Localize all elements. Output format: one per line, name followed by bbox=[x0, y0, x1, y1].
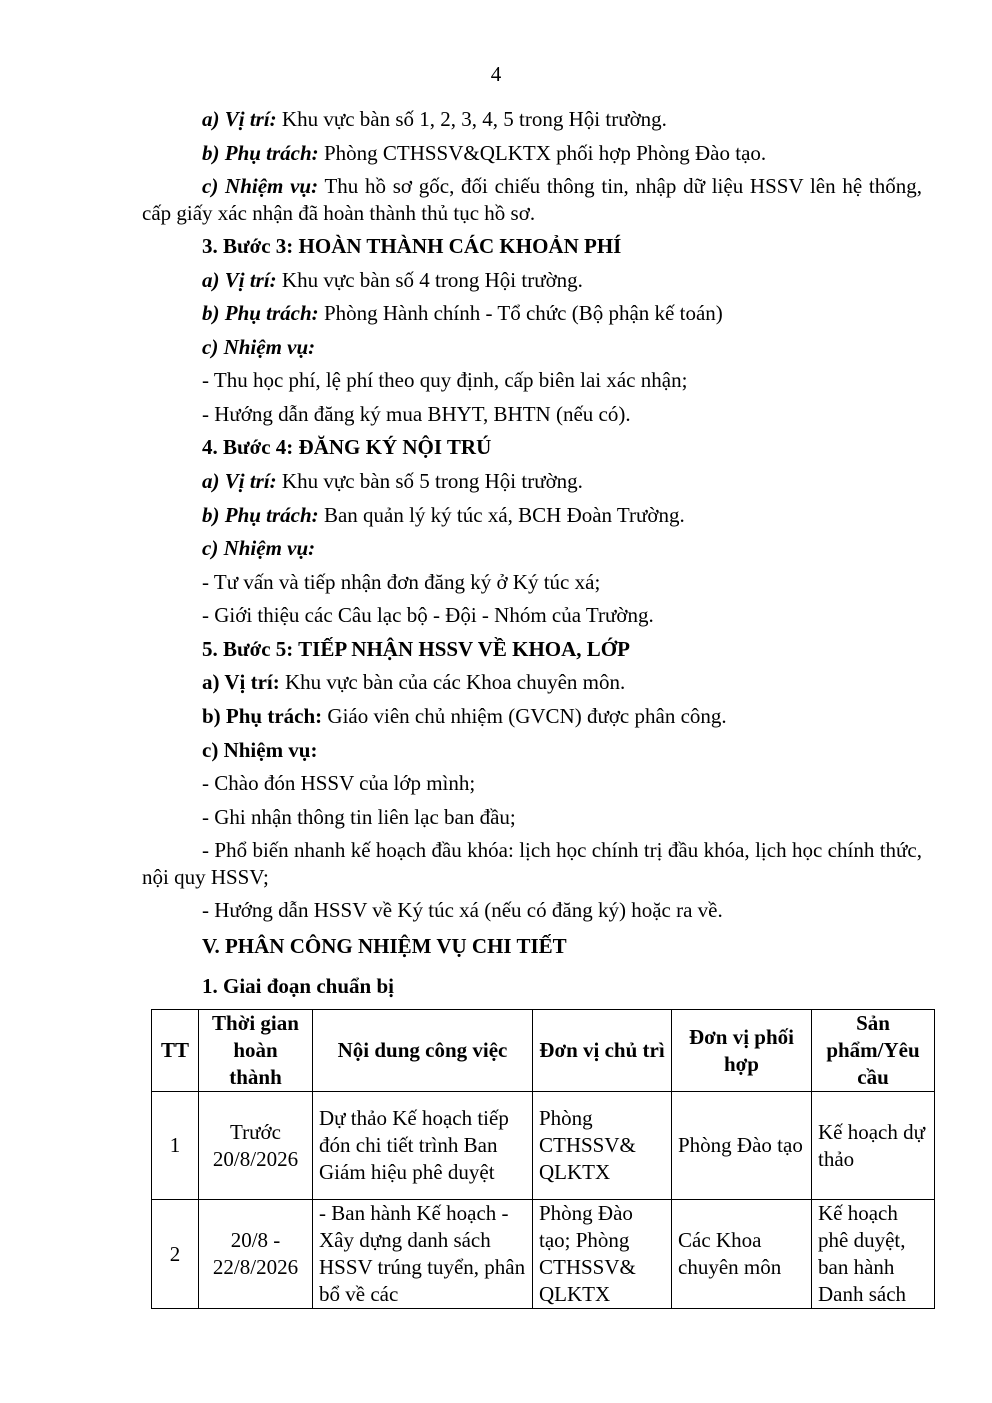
step5-responsible bbox=[142, 703, 922, 730]
cell-coop-unit: Các Khoa chuyên môn bbox=[672, 1200, 812, 1309]
step3-responsible-text: Phòng Hành chính - Tổ chức (Bộ phận kế toán) bbox=[318, 301, 723, 325]
step5-task-item: - Chào đón HSSV của lớp mình; bbox=[202, 771, 476, 795]
step2-task bbox=[142, 173, 922, 227]
header-time: Thời gian hoàn thành bbox=[199, 1010, 313, 1092]
step3-task-item: - Hướng dẫn đăng ký mua BHYT, BHTN (nếu có). bbox=[202, 402, 631, 426]
step3-heading: 3. Bước 3: HOÀN THÀNH CÁC KHOẢN PHÍ bbox=[202, 234, 622, 258]
cell-content: Dự thảo Kế hoạch tiếp đón chi tiết trình Ban Giám hiệu phê duyệt bbox=[313, 1092, 533, 1200]
cell-time: Trước 20/8/2026 bbox=[199, 1092, 313, 1200]
cell-time: 20/8 - 22/8/2026 bbox=[199, 1200, 313, 1309]
header-content: Nội dung công việc bbox=[313, 1010, 533, 1092]
step3-location-text: Khu vực bàn số 4 trong Hội trường. bbox=[276, 268, 583, 292]
step3-task-item: - Thu học phí, lệ phí theo quy định, cấp biên lai xác nhận; bbox=[202, 368, 688, 392]
header-tt: TT bbox=[152, 1010, 199, 1092]
step2-responsible bbox=[142, 140, 922, 167]
step3-location-label: a) Vị trí: bbox=[202, 268, 277, 292]
step4-task-item: - Tư vấn và tiếp nhận đơn đăng ký ở Ký túc xá; bbox=[202, 570, 601, 594]
task-assignment-table bbox=[151, 1009, 935, 1309]
section-heading: V. PHÂN CÔNG NHIỆM VỤ CHI TIẾT bbox=[202, 934, 567, 958]
cell-product: Kế hoạch dự thảo bbox=[812, 1092, 935, 1200]
header-product: Sản phẩm/Yêu cầu bbox=[812, 1010, 935, 1092]
cell-tt: 2 bbox=[152, 1200, 199, 1309]
page-number: 4 bbox=[490, 62, 502, 86]
table-row bbox=[152, 1092, 935, 1200]
cell-tt: 1 bbox=[152, 1092, 199, 1200]
step2-location-label: a) Vị trí: bbox=[202, 107, 277, 131]
step3-task-label: c) Nhiệm vụ: bbox=[202, 335, 316, 359]
step5-location bbox=[142, 669, 922, 696]
step3-responsible bbox=[142, 300, 922, 327]
step5-task-label: c) Nhiệm vụ: bbox=[202, 738, 318, 762]
step2-task-label: c) Nhiệm vụ: bbox=[202, 174, 319, 198]
step4-location-text: Khu vực bàn số 5 trong Hội trường. bbox=[276, 469, 583, 493]
cell-coop-unit: Phòng Đào tạo bbox=[672, 1092, 812, 1200]
step4-location bbox=[142, 468, 922, 495]
table-row bbox=[152, 1200, 935, 1309]
header-lead-unit: Đơn vị chủ trì bbox=[533, 1010, 672, 1092]
cell-product: Kế hoạch phê duyệt, ban hành Danh sách bbox=[812, 1200, 935, 1309]
header-coop-unit: Đơn vị phối hợp bbox=[672, 1010, 812, 1092]
step3-responsible-label: b) Phụ trách: bbox=[202, 301, 319, 325]
step2-responsible-label: b) Phụ trách: bbox=[202, 141, 319, 165]
step4-location-label: a) Vị trí: bbox=[202, 469, 277, 493]
cell-lead-unit: Phòng CTHSSV& QLKTX bbox=[533, 1092, 672, 1200]
step4-task-label: c) Nhiệm vụ: bbox=[202, 536, 316, 560]
step4-responsible-text: Ban quản lý ký túc xá, BCH Đoàn Trường. bbox=[318, 503, 685, 527]
step5-location-text: Khu vực bàn của các Khoa chuyên môn. bbox=[279, 670, 626, 694]
cell-lead-unit: Phòng Đào tạo; Phòng CTHSSV& QLKTX bbox=[533, 1200, 672, 1309]
step5-task-item: - Phổ biến nhanh kế hoạch đầu khóa: lịch học chính trị đầu khóa, lịch học chính thức, nội quy HSSV; bbox=[142, 838, 922, 889]
step3-location bbox=[142, 267, 922, 294]
step2-responsible-text: Phòng CTHSSV&QLKTX phối hợp Phòng Đào tạo. bbox=[318, 141, 767, 165]
step4-responsible bbox=[142, 502, 922, 529]
step5-responsible-text: Giáo viên chủ nhiệm (GVCN) được phân công. bbox=[322, 704, 727, 728]
step4-responsible-label: b) Phụ trách: bbox=[202, 503, 319, 527]
step4-heading: 4. Bước 4: ĐĂNG KÝ NỘI TRÚ bbox=[202, 435, 492, 459]
step2-location-text: Khu vực bàn số 1, 2, 3, 4, 5 trong Hội trường. bbox=[276, 107, 667, 131]
phase-heading: 1. Giai đoạn chuẩn bị bbox=[202, 974, 394, 998]
step2-task-text: Thu hồ sơ gốc, đối chiếu thông tin, nhập dữ liệu HSSV lên hệ thống, cấp giấy xác nhận đã hoàn thành thủ tục hồ sơ. bbox=[142, 174, 922, 225]
step5-location-label: a) Vị trí: bbox=[202, 670, 280, 694]
step5-task-item: - Ghi nhận thông tin liên lạc ban đầu; bbox=[202, 805, 516, 829]
step5-responsible-label: b) Phụ trách: bbox=[202, 704, 323, 728]
cell-content: - Ban hành Kế hoạch - Xây dựng danh sách HSSV trúng tuyển, phân bổ về các bbox=[313, 1200, 533, 1309]
step5-task-item: - Hướng dẫn HSSV về Ký túc xá (nếu có đăng ký) hoặc ra về. bbox=[202, 898, 723, 922]
step4-task-item: - Giới thiệu các Câu lạc bộ - Đội - Nhóm của Trường. bbox=[202, 603, 654, 627]
step5-heading: 5. Bước 5: TIẾP NHẬN HSSV VỀ KHOA, LỚP bbox=[202, 637, 630, 661]
table-header-row bbox=[152, 1010, 935, 1092]
step2-location bbox=[142, 106, 922, 133]
